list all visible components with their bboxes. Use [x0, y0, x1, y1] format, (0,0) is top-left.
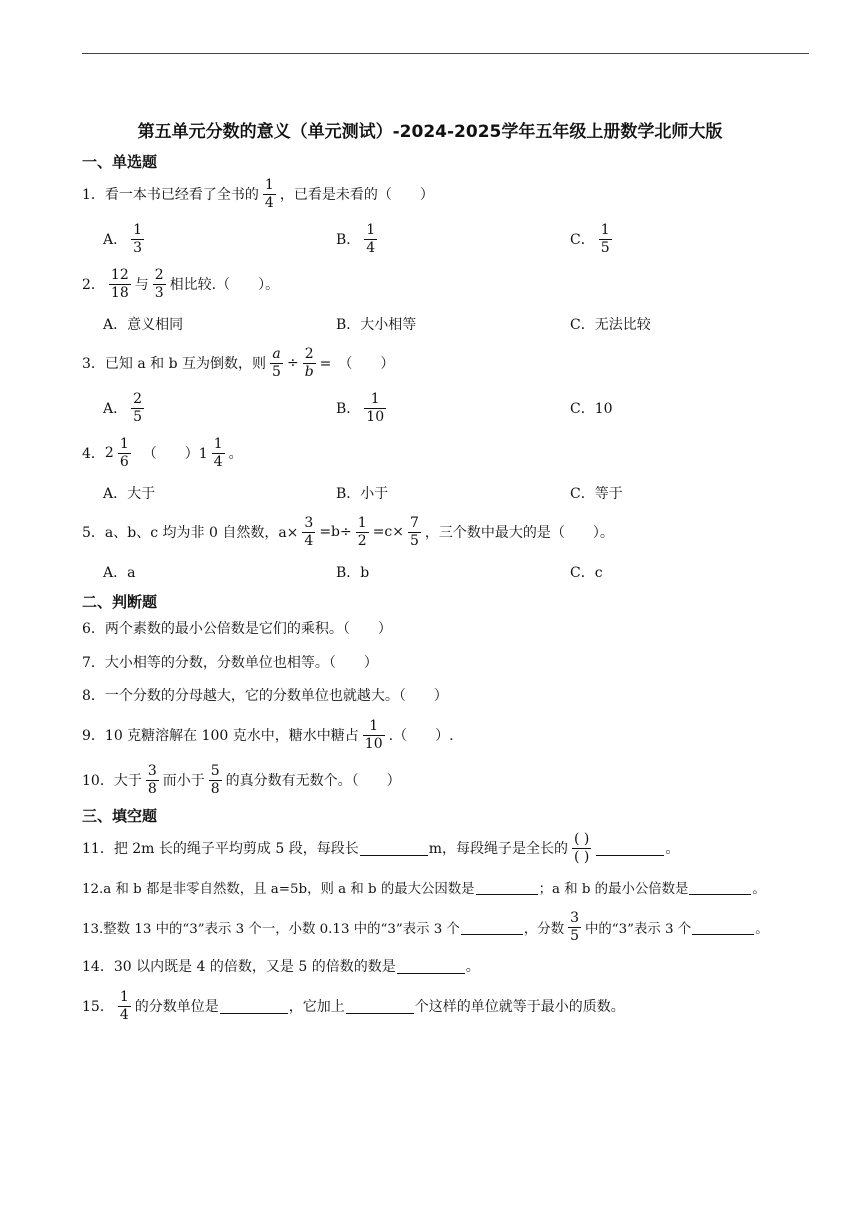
section-heading-true-false: 二、判断题 — [82, 593, 158, 611]
fraction: $\frac{3}{8}$ — [147, 762, 157, 797]
option-b[interactable]: B．b — [336, 565, 370, 581]
option-c[interactable]: C． $\frac{1}{5}$ — [570, 221, 610, 256]
fraction: $\frac{1}{10}$ — [364, 717, 383, 752]
section-heading-single-choice: 一、单选题 — [82, 153, 158, 171]
fraction: $\frac{3}{5}$ — [570, 909, 580, 944]
option-a[interactable]: A． $\frac{1}{3}$ — [103, 221, 143, 256]
option-c[interactable]: C．c — [570, 565, 603, 581]
answer-blank[interactable] — [360, 841, 428, 856]
question-3: 3． 已知 a 和 b 互为倒数，则 $\frac{a}{5}$ ÷ $\frac{2}{b}$ = （ ） — [82, 345, 395, 380]
fraction: $\frac{a}{5}$ — [272, 345, 281, 380]
option-a[interactable]: A．大于 — [103, 486, 156, 502]
fraction: $\frac{2}{b}$ — [304, 345, 314, 380]
question-11: 11．把 2m 长的绳子平均剪成 5 段，每段长 m，每段绳子是全长的 $\frac{( )}{( )}$ 。 — [82, 830, 680, 865]
answer-blank[interactable] — [461, 920, 523, 935]
fraction: $\frac{3}{4}$ — [304, 514, 314, 549]
question-10: 10．大于 $\frac{3}{8}$ 而小于 $\frac{5}{8}$ 的真分数有无数个。（ ） — [82, 762, 401, 797]
question-1 — [82, 172, 434, 216]
option-a[interactable]: A．a — [103, 565, 136, 581]
question-15: 15． $\frac{1}{4}$ 的分数单位是 ，它加上 个这样的单位就等于最小的质数。 — [82, 988, 625, 1023]
option-a[interactable]: A．意义相同 — [103, 317, 184, 333]
option-b[interactable]: B．小于 — [336, 486, 389, 502]
question-2: 2． $\frac{12}{18}$ 与 $\frac{2}{3}$ 相比较.（ ）。 — [82, 266, 280, 301]
answer-blank[interactable] — [689, 880, 751, 895]
question-7: 7．大小相等的分数，分数单位也相等。（ ） — [82, 655, 378, 671]
fraction: $\frac{1}{4}$ — [119, 988, 129, 1023]
question-12: 12.a 和 b 都是非零自然数，且 a=5b，则 a 和 b 的最大公因数是 ；a 和 b 的最小公倍数是 。 — [82, 881, 766, 897]
option-c[interactable]: C．等于 — [570, 486, 623, 502]
question-14: 14．30 以内既是 4 的倍数，又是 5 的倍数的数是 。 — [82, 959, 480, 975]
question-5: 5． a、b、c 均为非 0 自然数，a× $\frac{3}{4}$ =b÷ $\frac{1}{2}$ =c× $\frac{7}{5}$ ，三个数中最大的是（ ）。 — [82, 514, 614, 549]
fraction: $\frac{1}{4}$ — [213, 435, 223, 470]
fraction: $\frac{1}{2}$ — [357, 514, 367, 549]
page-title: 第五单元分数的意义（单元测试）-2024-2025学年五年级上册数学北师大版 — [137, 122, 723, 142]
fraction: $\frac{5}{8}$ — [210, 762, 220, 797]
answer-blank[interactable] — [596, 841, 664, 856]
question-number: 1． — [82, 187, 105, 203]
option-b[interactable]: B． $\frac{1}{4}$ — [336, 221, 376, 256]
question-4: 4． 2 $\frac{1}{6}$ （ ）1 $\frac{1}{4}$ 。 — [82, 435, 243, 470]
answer-blank[interactable] — [220, 999, 288, 1014]
question-13: 13.整数 13 中的“3”表示 3 个一，小数 0.13 中的“3”表示 3 个 ，分数 $\frac{3}{5}$ 中的“3”表示 3 个 。 — [82, 909, 769, 944]
option-b[interactable]: B． $\frac{1}{10}$ — [336, 390, 385, 425]
answer-blank[interactable] — [692, 920, 754, 935]
question-text: 看一本书已经看了全书的 — [104, 187, 259, 203]
header-rule — [82, 53, 809, 54]
option-b[interactable]: B．大小相等 — [336, 317, 417, 333]
answer-blank[interactable] — [346, 999, 414, 1014]
question-8: 8．一个分数的分母越大，它的分数单位也就越大。（ ） — [82, 688, 448, 704]
option-a[interactable]: A． $\frac{2}{5}$ — [103, 390, 143, 425]
fraction-blank[interactable]: $\frac{( )}{( )}$ — [574, 830, 590, 865]
fraction: $\frac{1}{6}$ — [119, 435, 129, 470]
question-text: ，已看是未看的（ ） — [279, 187, 434, 203]
fraction: $\frac{12}{18}$ — [110, 266, 129, 301]
fraction: $\frac{7}{5}$ — [410, 514, 419, 549]
option-c[interactable]: C．10 — [570, 401, 613, 417]
section-heading-fill-blank: 三、填空题 — [82, 807, 158, 825]
option-c[interactable]: C．无法比较 — [570, 317, 651, 333]
fraction: $\frac{2}{3}$ — [154, 266, 164, 301]
answer-blank[interactable] — [397, 959, 465, 974]
fraction: $\frac{1}{4}$ — [264, 176, 274, 211]
answer-blank[interactable] — [476, 880, 538, 895]
question-9: 9．10 克糖溶解在 100 克水中，糖水中糖占 $\frac{1}{10}$ .（ ）. — [82, 717, 454, 752]
question-6: 6．两个素数的最小公倍数是它们的乘积。（ ） — [82, 621, 392, 637]
